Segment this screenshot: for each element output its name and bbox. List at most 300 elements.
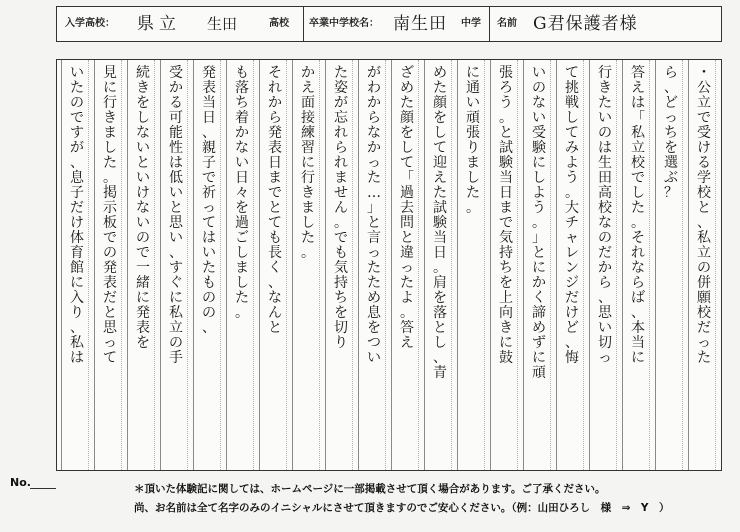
essay-char: の [136,230,150,246]
grid-line [484,60,485,470]
essay-char: 受 [532,125,546,141]
essay-char: 行 [301,170,315,186]
essay-char: 、 [631,305,645,321]
essay-char: た [433,185,447,201]
essay-char: に [532,350,546,366]
essay-char: て [202,215,216,231]
essay-char: 長 [268,245,282,261]
essay-column [531,60,547,470]
essay-char: 試 [433,200,447,216]
essay-char: う [565,170,579,186]
grid-line [424,60,425,470]
essay-column [366,60,382,470]
essay-char: し [433,125,447,141]
essay-char: 験 [433,215,447,231]
essay-char: 。 [433,260,447,276]
essay-char: い [169,185,183,201]
essay-char: 。 [235,305,249,321]
essay-char: 、 [70,155,84,171]
essay-char: 日 [433,245,447,261]
essay-char: ら [334,140,348,156]
essay-char: ？ [664,185,678,201]
essay-char: 低 [169,170,183,186]
essay-char: も [202,275,216,291]
essay-char: 。 [400,305,414,321]
essay-char: れ [334,125,348,141]
essay-char: 習 [301,140,315,156]
essay-char: た [400,275,414,291]
grid-line [589,60,590,470]
essay-char: に [301,155,315,171]
grid-line [622,60,623,470]
essay-char: 本 [631,320,645,336]
essay-char: 見 [103,65,117,81]
essay-char: 館 [70,260,84,276]
essay-char: た [235,290,249,306]
essay-char: 子 [70,185,84,201]
essay-char: な [598,215,612,231]
essay-char: 高 [598,185,612,201]
essay-char: ま [334,170,348,186]
essay-char: に [466,65,480,81]
essay-char: き [103,110,117,126]
essay-char: い [532,110,546,126]
essay-char: 通 [466,80,480,96]
essay-char: く [532,290,546,306]
essay-char: 着 [235,110,249,126]
essay-char: 。 [103,170,117,186]
grid-line [220,60,221,470]
essay-char: ら [664,65,678,81]
essay-char: う [499,95,513,111]
essay-char: 顔 [433,95,447,111]
essay-char: 「 [631,110,645,126]
essay-char: め [433,65,447,81]
essay-char: の [70,95,84,111]
essay-char: 当 [433,230,447,246]
essay-column [267,60,283,470]
essay-char: 違 [400,245,414,261]
essay-char: ん [334,200,348,216]
essay-column [432,60,448,470]
manuscript-grid [56,59,722,471]
essay-char: と [268,320,282,336]
essay-char: ぶ [664,170,678,186]
grid-line [457,60,458,470]
essay-char: え [400,335,414,351]
essay-char: 鼓 [499,350,513,366]
essay-char: だ [565,290,579,306]
school-type-value: 立 [159,14,177,34]
essay-char: し [136,110,150,126]
essay-char: ら [631,275,645,291]
essay-char: ま [103,125,117,141]
grid-line [490,60,491,470]
grid-line [556,60,557,470]
essay-char: 気 [499,230,513,246]
grid-line [358,60,359,470]
essay-char: つ [367,335,381,351]
essay-char: け [136,185,150,201]
grid-line [325,60,326,470]
essay-char: を [400,125,414,141]
grid-line [385,60,386,470]
essay-char: 。 [565,185,579,201]
essay-char: を [136,335,150,351]
essay-char: ず [532,335,546,351]
grid-line [715,60,716,470]
essay-char: め [532,320,546,336]
middle-school-value: 南生田 [393,14,447,34]
essay-char: か [367,95,381,111]
essay-char: 、 [664,80,678,96]
essay-char: も [268,230,282,246]
essay-char: ざ [400,65,414,81]
essay-char: も [235,65,249,81]
essay-char: だ [70,200,84,216]
essay-char: 答 [400,320,414,336]
essay-char: 持 [499,245,513,261]
grid-line [523,60,524,470]
essay-char: か [301,65,315,81]
essay-char: 日 [235,170,249,186]
essay-char: っ [367,155,381,171]
essay-char: に [631,350,645,366]
essay-char: 言 [367,230,381,246]
essay-char: し [103,140,117,156]
essay-char: 、 [169,245,183,261]
essay-char: し [301,215,315,231]
essay-char: っ [400,260,414,276]
essay-char: っ [664,110,678,126]
essay-char: り [466,140,480,156]
essay-char: 示 [103,200,117,216]
essay-char: ど [565,320,579,336]
essay-char: 、 [598,290,612,306]
essay-column [663,60,679,470]
essay-char: 可 [169,110,183,126]
essay-char: を [433,110,447,126]
essay-char: と [169,200,183,216]
grid-line [187,60,188,470]
essay-char: っ [103,335,117,351]
essay-char: 併 [697,275,711,291]
essay-char: で [103,230,117,246]
essay-column [399,60,415,470]
essay-char: を [367,320,381,336]
essay-char: る [169,95,183,111]
name-value: G君保護者様 [533,14,638,34]
essay-char: 忘 [334,110,348,126]
grid-line [286,60,287,470]
middle-school-label: 卒業中学校名： [309,18,379,29]
essay-char: 思 [169,215,183,231]
essay-char: と [268,200,282,216]
essay-char: 行 [103,95,117,111]
essay-column [333,60,349,470]
essay-char: す [169,260,183,276]
essay-char: 発 [103,260,117,276]
essay-char: で [268,185,282,201]
essay-char: 。 [532,215,546,231]
essay-char: ち [499,260,513,276]
essay-char: 去 [400,200,414,216]
name-label: 名前 [497,18,517,29]
essay-char: な [367,125,381,141]
essay-char: 校 [697,305,711,321]
essay-char: て [565,125,579,141]
essay-char: い [367,350,381,366]
essay-char: も [334,245,348,261]
essay-char: で [202,170,216,186]
essay-char: だ [598,245,612,261]
essay-char: 諦 [532,305,546,321]
essay-char: 、 [268,275,282,291]
essay-char: 。 [466,200,480,216]
essay-char: の [169,335,183,351]
essay-char: い [136,215,150,231]
grid-line [127,60,128,470]
essay-char: 、 [565,335,579,351]
essay-char: と [499,125,513,141]
essay-char: 々 [235,185,249,201]
essay-char: 発 [268,125,282,141]
essay-char: か [268,95,282,111]
essay-char: 当 [202,95,216,111]
essay-char: ャ [565,230,579,246]
essay-char: 姿 [334,80,348,96]
essay-char: た [202,260,216,276]
essay-char: 肩 [433,275,447,291]
essay-char: だ [103,290,117,306]
essay-char: わ [367,80,381,96]
essay-char: て [433,140,447,156]
grid-line [226,60,227,470]
essay-char: く [268,260,282,276]
essay-char: り [70,305,84,321]
essay-char: よ [532,185,546,201]
essay-char: 受 [697,125,711,141]
essay-char: 生 [598,155,612,171]
essay-char: 接 [301,110,315,126]
essay-char: ど [664,95,678,111]
essay-char: 大 [565,200,579,216]
essay-char: 表 [202,80,216,96]
essay-char: し [565,110,579,126]
essay-char: ま [235,260,249,276]
essay-char: た [433,80,447,96]
essay-char: い [466,95,480,111]
essay-char: 切 [598,335,612,351]
essay-char: っ [697,335,711,351]
essay-char: の [202,290,216,306]
prefecture-value: 県 [137,14,155,34]
essay-char: い [136,140,150,156]
disclaimer-note-2: 尚、お名前は全て名字のみのイニシャルにさせて頂きますのでご安心ください。（例：山田ひろし 様 ⇒ Y ） [134,502,670,514]
essay-char: の [598,125,612,141]
essay-char: ・ [697,65,711,81]
essay-char: え [433,170,447,186]
essay-char: る [697,155,711,171]
essay-char: ち [334,290,348,306]
essay-column [498,60,514,470]
essay-char: 上 [499,290,513,306]
essay-column [69,60,85,470]
essay-char: に [499,335,513,351]
essay-char: か [532,275,546,291]
essay-char: 選 [664,155,678,171]
essay-char: な [532,95,546,111]
essay-char: て [400,155,414,171]
essay-char: 日 [499,185,513,201]
essay-char: 受 [169,65,183,81]
essay-char: 頑 [532,365,546,381]
entrance-school-label: 入学高校： [65,18,115,29]
grid-line [253,60,254,470]
essay-char: き [499,320,513,336]
essay-char: で [136,245,150,261]
disclaimer-note-1: ＊頂いた体験記に関しては、ホームページに一部掲載させて頂く場合があります。ご了承ください。 [134,483,606,495]
essay-char: と [433,320,447,336]
essay-char: 願 [697,290,711,306]
essay-char: 答 [631,65,645,81]
middle-school-suffix: 中学 [461,18,481,29]
essay-char: し [631,185,645,201]
essay-char: た [367,275,381,291]
essay-char: と [532,245,546,261]
essay-column [234,60,250,470]
entrance-school-value: 生田 [207,15,238,33]
essay-char: ら [367,110,381,126]
essay-char: が [70,140,84,156]
grid-line [616,60,617,470]
essay-column [564,60,580,470]
high-school-suffix: 高校 [269,18,289,29]
essay-char: め [367,290,381,306]
essay-char: を [664,140,678,156]
essay-char: た [103,155,117,171]
essay-char: の [697,260,711,276]
essay-char: を [136,95,150,111]
essay-char: き [136,80,150,96]
essay-char: そ [268,65,282,81]
grid-line [292,60,293,470]
essay-char: と [697,200,711,216]
essay-char: 表 [136,320,150,336]
essay-char: え [301,80,315,96]
essay-char: 過 [235,215,249,231]
essay-char: ま [268,170,282,186]
essay-char: て [103,350,117,366]
essay-char: は [631,95,645,111]
essay-char: 日 [202,110,216,126]
essay-char: よ [565,155,579,171]
essay-char: た [334,65,348,81]
essay-char: 掲 [103,185,117,201]
essay-char: と [136,155,150,171]
grid-line [352,60,353,470]
essay-char: 頑 [466,110,480,126]
grid-line [154,60,155,470]
essay-char: 持 [334,275,348,291]
essay-char: 立 [631,140,645,156]
essay-char: れ [268,80,282,96]
essay-char: 挑 [565,80,579,96]
essay-char: た [301,230,315,246]
essay-char: ン [565,260,579,276]
essay-char: 。 [631,215,645,231]
essay-char: み [565,140,579,156]
essay-char: に [169,290,183,306]
grid-line [94,60,95,470]
essay-char: し [235,245,249,261]
essay-char: 悔 [565,350,579,366]
essay-char: れ [631,245,645,261]
essay-char: に [103,80,117,96]
grid-line [583,60,584,470]
essay-char: 入 [70,290,84,306]
essay-char: う [532,200,546,216]
essay-char: 張 [466,125,480,141]
essay-char: 切 [334,320,348,336]
essay-char: 」 [532,230,546,246]
essay-char: し [235,275,249,291]
essay-char: ち [664,125,678,141]
essay-char: で [697,110,711,126]
essay-char: 。 [499,110,513,126]
form-header [56,6,722,42]
essay-char: 過 [400,185,414,201]
essay-char: の [532,80,546,96]
grid-line [88,60,89,470]
essay-column [696,60,712,470]
essay-char: 、 [433,350,447,366]
header-divider [489,7,490,41]
number-label: No. [10,476,31,489]
grid-line [391,60,392,470]
essay-char: い [235,155,249,171]
essay-char: 顔 [400,110,414,126]
essay-char: 思 [598,305,612,321]
grid-line [193,60,194,470]
essay-char: ん [268,305,282,321]
essay-char: 試 [499,140,513,156]
essay-char: え [631,80,645,96]
essay-char: 表 [268,140,282,156]
essay-char: り [334,335,348,351]
essay-char: っ [598,350,612,366]
essay-char: 立 [697,95,711,111]
essay-char: な [136,200,150,216]
essay-char: 校 [598,200,612,216]
essay-char: 私 [631,125,645,141]
essay-column [135,60,151,470]
essay-char: か [367,140,381,156]
essay-char: 問 [400,215,414,231]
essay-char: か [235,125,249,141]
essay-char: い [598,110,612,126]
essay-char: い [70,65,84,81]
essay-char: と [103,305,117,321]
essay-char: な [631,260,645,276]
essay-char: 迎 [433,155,447,171]
essay-char: ち [235,95,249,111]
essay-char: に [70,275,84,291]
essay-char: た [367,170,381,186]
essay-char: 、 [202,125,216,141]
essay-char: 校 [631,155,645,171]
essay-char: た [400,95,414,111]
